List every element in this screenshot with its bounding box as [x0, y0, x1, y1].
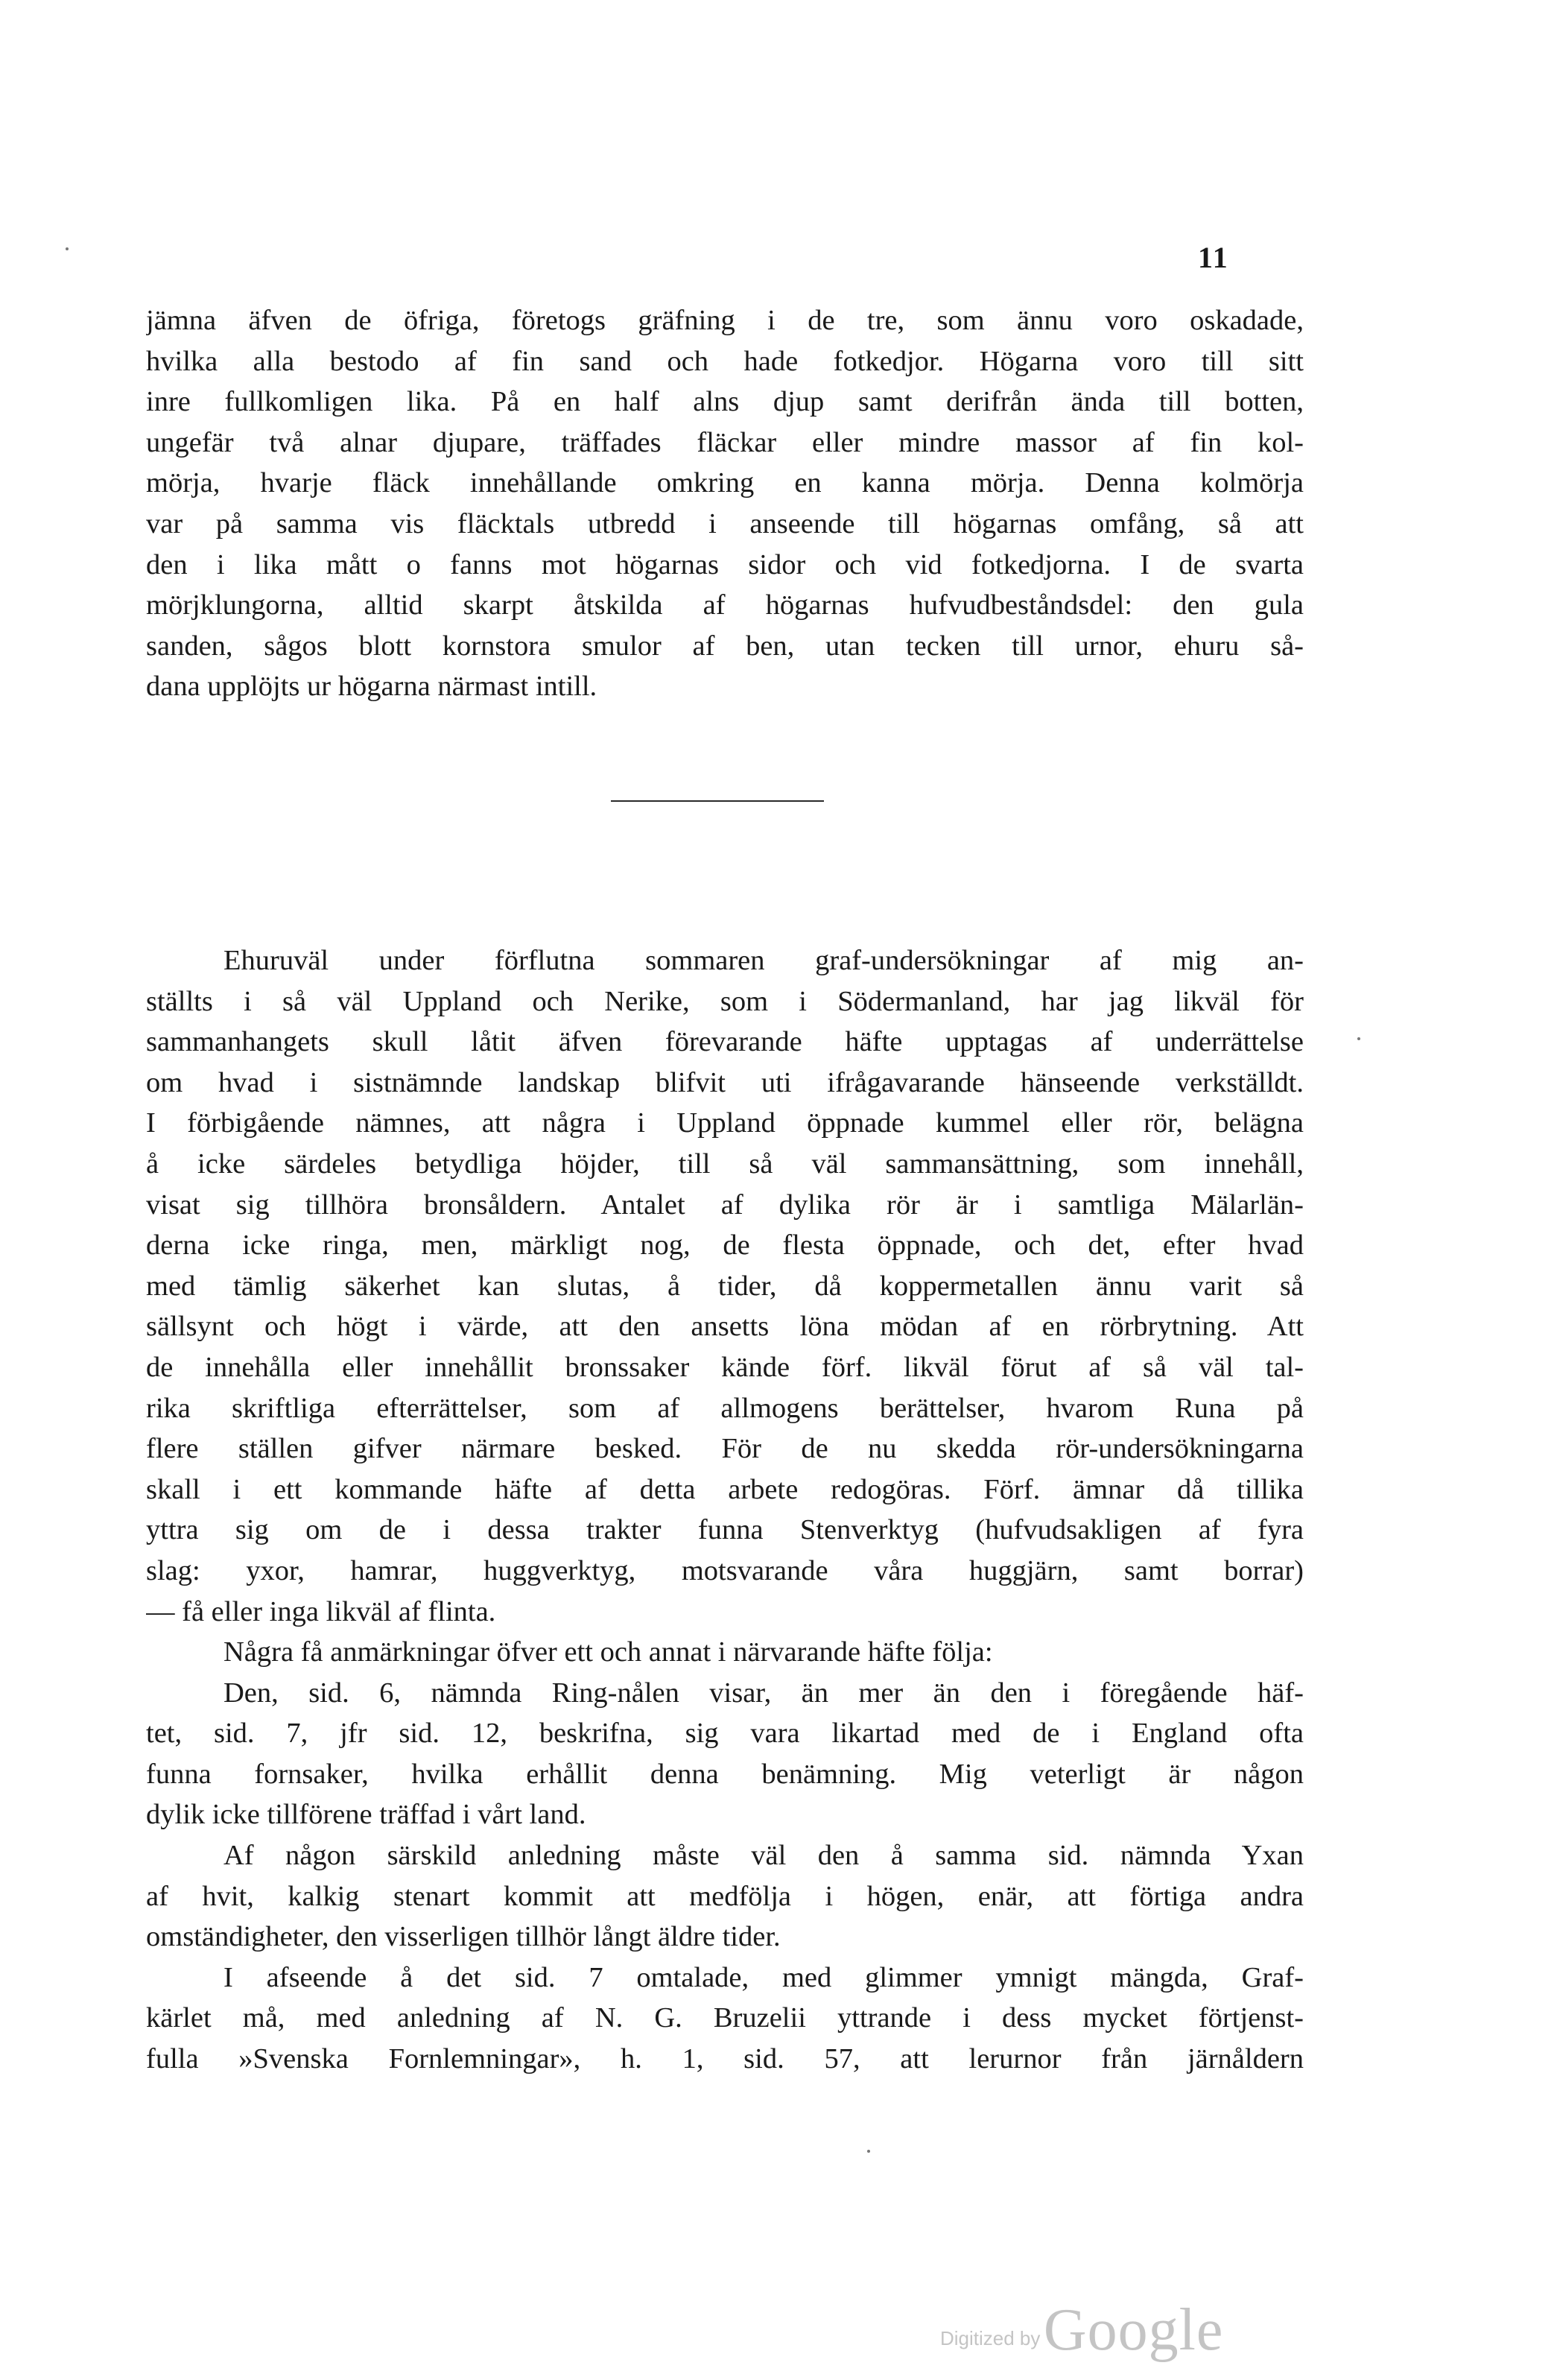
text-block-main [146, 940, 1304, 2080]
text-line: å icke särdeles betydliga höjder, till så väl sammansättning, som innehåll, [146, 1148, 1304, 1180]
text-line: sanden, sågos blott kornstora smulor af ben, utan tecken till urnor, ehuru så- [146, 630, 1304, 662]
text-line: I förbigående nämnes, att några i Uppland öppnade kummel eller rör, belägna [146, 1107, 1304, 1139]
scan-speck [66, 247, 69, 250]
text-line: yttra sig om de i dessa trakter funna Stenverktyg (hufvudsakligen af fyra [146, 1514, 1304, 1546]
text-line: tet, sid. 7, jfr sid. 12, beskrifna, sig vara likartad med de i England ofta [146, 1718, 1304, 1750]
text-line: jämna äfven de öfriga, företogs gräfning i de tre, som ännu voro oskadade, [146, 305, 1304, 336]
text-line: sammanhangets skull låtit äfven förevarande häfte upptagas af underrättelse [146, 1026, 1304, 1058]
text-line: Några få anmärkningar öfver ett och annat i närvarande häfte följa: [223, 1636, 993, 1668]
text-line: I afseende å det sid. 7 omtalade, med glimmer ymnigt mängda, Graf- [223, 1961, 1304, 1993]
text-line: de innehålla eller innehållit bronssaker kände förf. likväl förut af så väl tal- [146, 1351, 1304, 1383]
text-line: inre fullkomligen lika. På en half alns djup samt derifrån ända till botten, [146, 386, 1304, 418]
text-line: den i lika mått o fanns mot högarnas sidor och vid fotkedjorna. I de svarta [146, 548, 1304, 580]
text-line: sällsynt och högt i värde, att den ansetts löna mödan af en rörbrytning. Att [146, 1311, 1304, 1343]
text-line: hvilka alla bestodo af fin sand och hade fotkedjor. Högarna voro till sitt [146, 345, 1304, 377]
text-line: Ehuruväl under förflutna sommaren graf-undersökningar af mig an- [223, 945, 1304, 976]
text-line: dylik icke tillförene träffad i vårt land. [146, 1799, 586, 1831]
text-line: dana upplöjts ur högarna närmast intill. [146, 671, 597, 703]
text-line: omständigheter, den visserligen tillhör långt äldre tider. [146, 1921, 781, 1953]
text-line: rika skriftliga efterrättelser, som af allmogens berättelser, hvarom Runa på [146, 1392, 1304, 1424]
text-line: derna icke ringa, men, märkligt nog, de flesta öppnade, och det, efter hvad [146, 1229, 1304, 1262]
text-line: ungefär två alnar djupare, träffades fläckar eller mindre massor af fin kol- [146, 426, 1304, 458]
text-line: var på samma vis fläcktals utbredd i anseende till högarnas omfång, så att [146, 507, 1304, 539]
text-line: funna fornsaker, hvilka erhållit denna benämning. Mig veterligt är någon [146, 1758, 1304, 1790]
section-divider [611, 800, 824, 802]
text-line: — få eller inga likväl af flinta. [146, 1595, 496, 1627]
google-logo: Google [1043, 2297, 1224, 2363]
scan-speck [1357, 1037, 1360, 1040]
text-line: Af någon särskild anledning måste väl den å samma sid. nämnda Yxan [223, 1840, 1304, 1872]
text-line: mörjklungorna, alltid skarpt åtskilda af högarnas hufvudbeståndsdel: den gula [146, 589, 1304, 621]
text-line: flere ställen gifver närmare besked. För de nu skedda rör-undersökningarna [146, 1433, 1304, 1465]
text-line: mörja, hvarje fläck innehållande omkring en kanna mörja. Denna kolmörja [146, 467, 1304, 499]
text-line: Den, sid. 6, nämnda Ring-nålen visar, än mer än den i föregående häf- [223, 1677, 1304, 1709]
text-line: skall i ett kommande häfte af detta arbete redogöras. Förf. ämnar då tillika [146, 1473, 1304, 1505]
text-line: fulla »Svenska Fornlemningar», h. 1, sid. 57, att lerurnor från järnåldern [146, 2043, 1304, 2075]
page-number: 11 [1198, 241, 1229, 274]
text-block-top [146, 300, 1304, 707]
text-line: visat sig tillhöra bronsåldern. Antalet af dylika rör är i samtliga Mälarlän- [146, 1189, 1304, 1221]
scan-speck [867, 2150, 870, 2153]
watermark-prefix: Digitized by [940, 2327, 1041, 2349]
text-line: slag: yxor, hamrar, huggverktyg, motsvarande våra huggjärn, samt borrar) [146, 1554, 1304, 1586]
text-line: kärlet må, med anledning af N. G. Bruzelii yttrande i dess mycket förtjenst- [146, 2002, 1304, 2034]
text-line: om hvad i sistnämnde landskap blifvit uti ifrågavarande hänseende verkställdt. [146, 1066, 1304, 1098]
text-line: ställts i så väl Uppland och Nerike, som i Södermanland, har jag likväl för [146, 985, 1304, 1017]
digitized-watermark [940, 2297, 1223, 2364]
text-line: med tämlig säkerhet kan slutas, å tider, då koppermetallen ännu varit så [146, 1270, 1304, 1302]
text-line: af hvit, kalkig stenart kommit att medfölja i högen, enär, att förtiga andra [146, 1880, 1304, 1912]
